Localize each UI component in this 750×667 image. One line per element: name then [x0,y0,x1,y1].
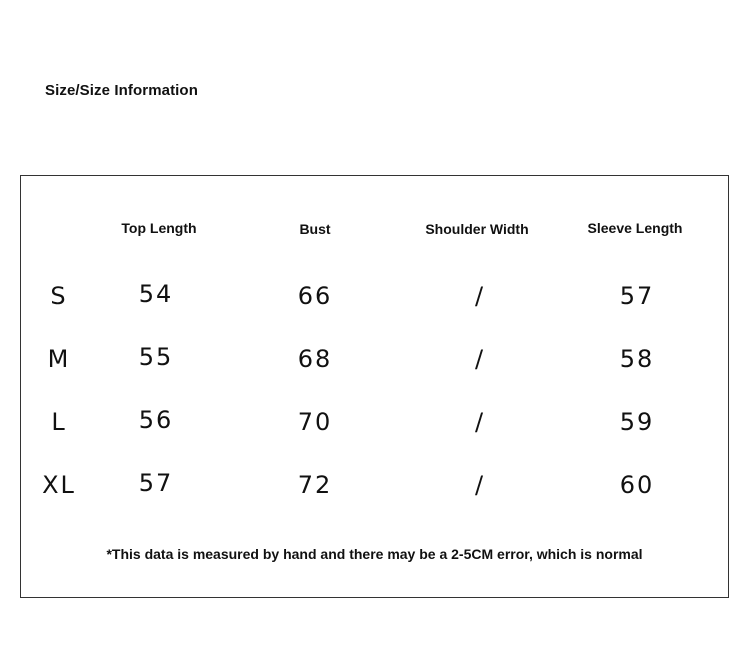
size-label: M [47,345,71,373]
column-header-sleeve-length: Sleeve Length [587,220,683,236]
shoulder-width-value: / [474,282,486,310]
top-length-value: 56 [138,406,174,434]
size-label: XL [42,471,76,499]
bust-value: 68 [297,345,333,373]
size-table [20,175,729,598]
sleeve-length-value: 60 [619,471,655,499]
shoulder-width-value: / [474,408,486,436]
column-header-shoulder-width: Shoulder Width [425,221,529,237]
top-length-value: 55 [138,343,174,371]
top-length-value: 54 [138,280,174,308]
bust-value: 72 [297,471,333,499]
bust-value: 66 [297,282,333,310]
shoulder-width-value: / [474,345,486,373]
bust-value: 70 [297,408,333,436]
measurement-note: *This data is measured by hand and there may be a 2-5CM error, which is normal [106,546,643,562]
sleeve-length-value: 58 [619,345,655,373]
page-title: Size/Size Information [45,82,198,99]
sleeve-length-value: 57 [619,282,655,310]
size-label: L [51,408,67,436]
top-length-value: 57 [138,469,174,497]
size-label: S [50,282,68,310]
column-header-top-length: Top Length [121,220,197,236]
sleeve-length-value: 59 [619,408,655,436]
column-header-bust: Bust [299,221,331,237]
shoulder-width-value: / [474,471,486,499]
